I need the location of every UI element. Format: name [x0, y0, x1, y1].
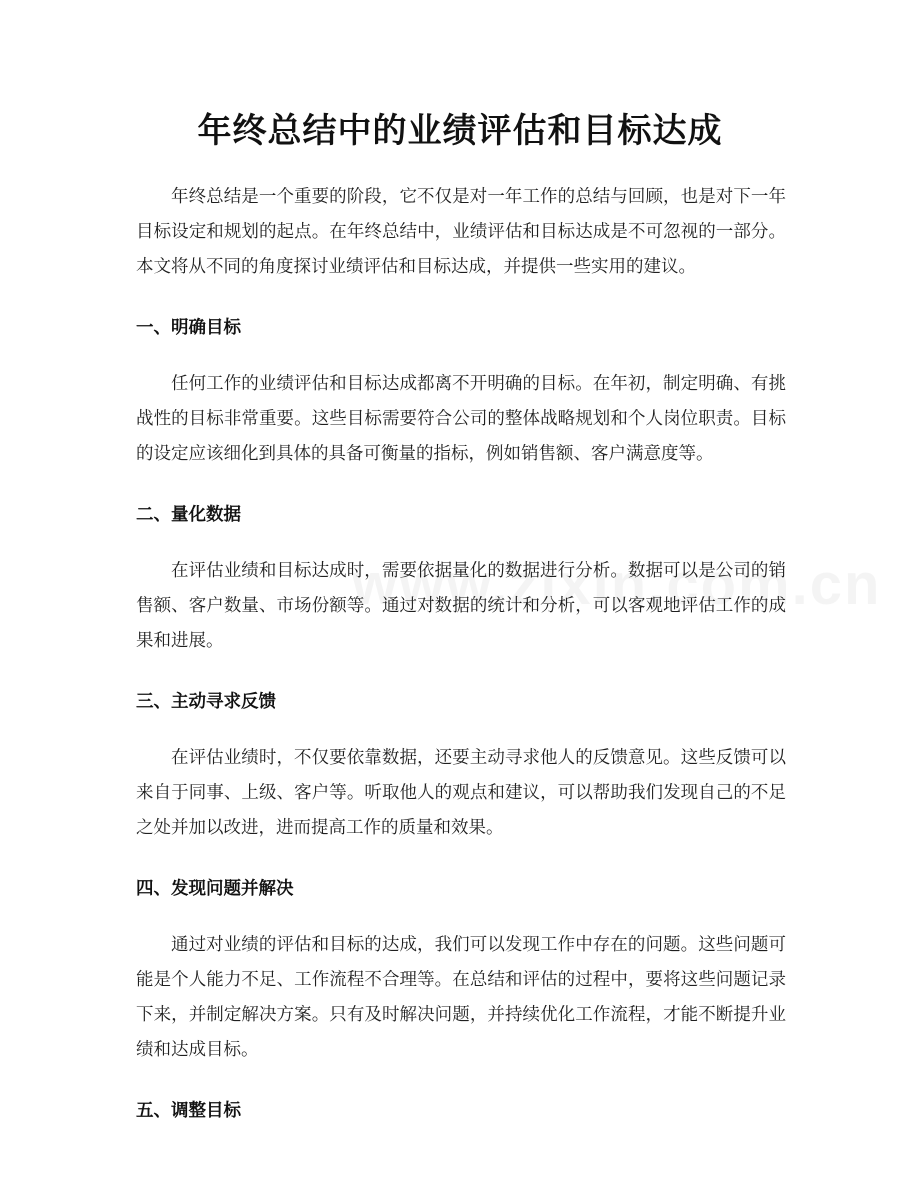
document-body: [136, 180, 786, 1150]
section-heading-2: 二、量化数据: [136, 505, 241, 525]
intro-paragraph: 年终总结是一个重要的阶段，它不仅是对一年工作的总结与回顾，也是对下一年目标设定和规划的起点。在年终总结中，业绩评估和目标达成是不可忽视的一部分。本文将从不同的角度探讨业绩评估和目标达成，并提供一些实用的建议。: [136, 187, 786, 277]
section-heading-1: 一、明确目标: [136, 318, 241, 338]
section-heading-4: 四、发现问题并解决: [136, 879, 294, 899]
section-heading-3: 三、主动寻求反馈: [136, 692, 276, 712]
section-paragraph-1: 任何工作的业绩评估和目标达成都离不开明确的目标。在年初，制定明确、有挑战性的目标非常重要。这些目标需要符合公司的整体战略规划和个人岗位职责。目标的设定应该细化到具体的具备可衡量的指标，例如销售额、客户满意度等。: [136, 374, 786, 464]
section-heading-5: 五、调整目标: [136, 1101, 241, 1121]
section-paragraph-4: 通过对业绩的评估和目标的达成，我们可以发现工作中存在的问题。这些问题可能是个人能力不足、工作流程不合理等。在总结和评估的过程中，要将这些问题记录下来，并制定解决方案。只有及时解决问题，并持续优化工作流程，才能不断提升业绩和达成目标。: [136, 935, 786, 1060]
document-title: 年终总结中的业绩评估和目标达成: [197, 111, 723, 151]
section-paragraph-2: 在评估业绩和目标达成时，需要依据量化的数据进行分析。数据可以是公司的销售额、客户数量、市场份额等。通过对数据的统计和分析，可以客观地评估工作的成果和进展。: [136, 561, 786, 651]
section-paragraph-3: 在评估业绩时，不仅要依靠数据，还要主动寻求他人的反馈意见。这些反馈可以来自于同事、上级、客户等。听取他人的观点和建议，可以帮助我们发现自己的不足之处并加以改进，进而提高工作的质量和效果。: [136, 748, 786, 838]
